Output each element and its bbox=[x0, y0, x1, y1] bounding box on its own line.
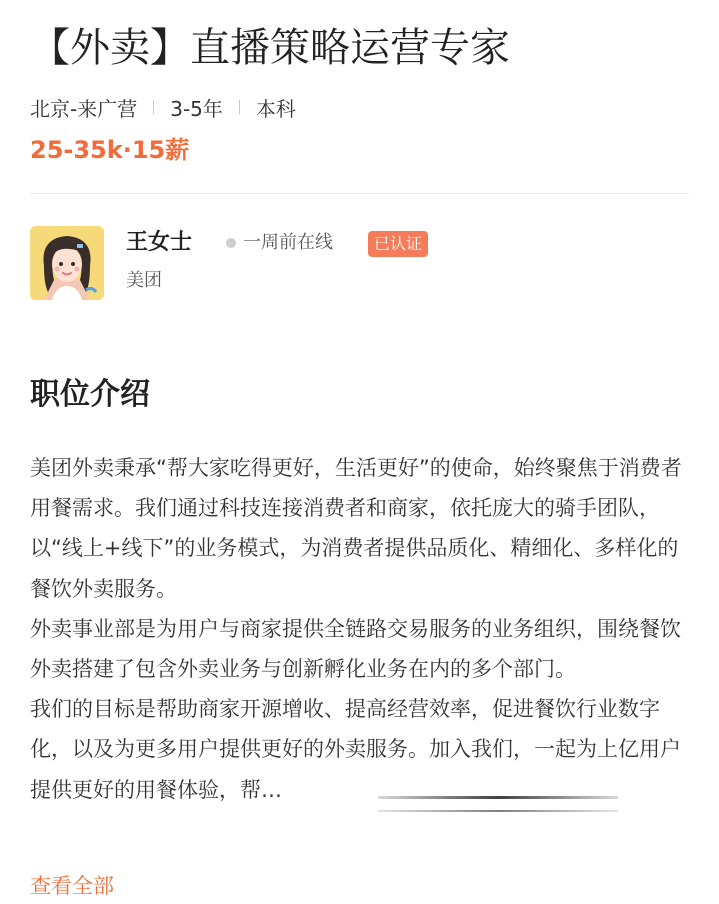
job-location: 北京-来广营 bbox=[30, 96, 138, 121]
job-title: 【外卖】直播策略运营专家 bbox=[30, 25, 510, 71]
meta-divider bbox=[153, 100, 154, 114]
job-meta-row bbox=[30, 94, 296, 120]
recruiter-online-status: 一周前在线 bbox=[243, 232, 333, 253]
view-all-link[interactable]: 查看全部 bbox=[30, 874, 114, 898]
job-description bbox=[30, 448, 690, 810]
woman-avatar-icon[interactable] bbox=[30, 226, 104, 300]
description-paragraph: 外卖事业部是为用户与商家提供全链路交易服务的业务组织，围绕餐饮外卖搭建了包含外卖业务与创新孵化业务在内的多个部门。 bbox=[30, 616, 681, 682]
description-paragraph: 我们的目标是帮助商家开源增收、提高经营效率，促进餐饮行业数字化，以及为更多用户提供更好的外卖服务。加入我们，一起为上亿用户提供更好的用餐体验，帮… bbox=[30, 697, 681, 802]
online-status-dot-icon bbox=[226, 238, 236, 248]
redaction-mark bbox=[378, 790, 618, 820]
description-paragraph: 美团外卖秉承“帮大家吃得更好，生活更好”的使命，始终聚焦于消费者用餐需求。我们通过科技连接消费者和商家，依托庞大的骑手团队，以“线上+线下”的业务模式，为消费者提供品质化、精细化、多样化的餐饮外卖服务。 bbox=[30, 456, 682, 601]
avatar-illustration bbox=[30, 226, 104, 300]
section-title-job-intro: 职位介绍 bbox=[30, 377, 150, 412]
verified-badge: 已认证 bbox=[368, 231, 428, 257]
recruiter-company: 美团 bbox=[126, 270, 162, 291]
job-experience: 3-5年 bbox=[170, 96, 223, 121]
job-salary: 25-35k·15薪 bbox=[30, 136, 190, 164]
recruiter-name: 王女士 bbox=[126, 230, 193, 255]
header-divider bbox=[30, 193, 689, 194]
meta-divider bbox=[239, 100, 240, 114]
job-education: 本科 bbox=[255, 96, 296, 121]
